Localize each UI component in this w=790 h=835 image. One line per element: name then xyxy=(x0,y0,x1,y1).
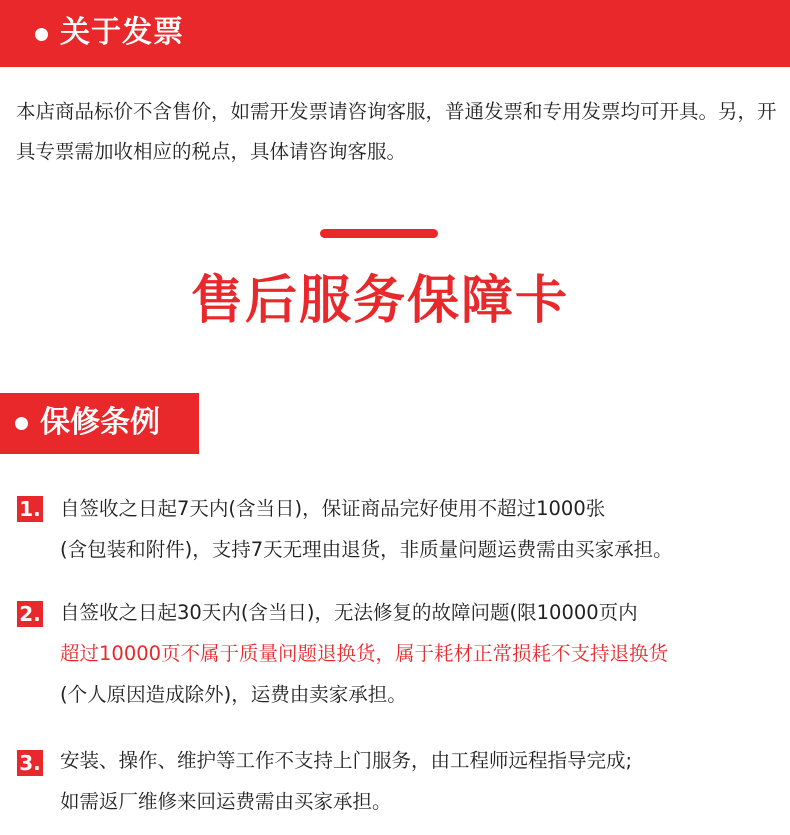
warranty-section-tab xyxy=(0,393,199,454)
item-number-badge: 2. xyxy=(17,601,43,627)
invoice-header-banner xyxy=(0,0,790,67)
invoice-description: 本店商品标价不含售价，如需开发票请咨询客服，普通发票和专用发票均可开具。另，开具专票需加收相应的税点，具体请咨询客服。 xyxy=(16,100,777,163)
warranty-section-title: 保修条例 xyxy=(40,405,160,440)
item-number-badge: 1. xyxy=(17,496,43,522)
bullet-dot-icon xyxy=(35,28,48,41)
item-text-line: 如需返厂维修来回运费需由买家承担。 xyxy=(60,790,392,813)
item-text-line-highlight: 超过10000页不属于质量问题退换货，属于耗材正常损耗不支持退换货 xyxy=(60,642,669,665)
item-number-badge: 3. xyxy=(17,750,43,776)
page-title: 售后服务保障卡 xyxy=(190,271,569,331)
bullet-dot-icon xyxy=(15,417,28,430)
item-text-line: 自签收之日起30天内(含当日)，无法修复的故障问题(限10000页内 xyxy=(60,601,638,624)
item-text-line: (个人原因造成除外)，运费由卖家承担。 xyxy=(60,683,407,706)
item-text-line: (含包装和附件)，支持7天无理由退货，非质量问题运费需由买家承担。 xyxy=(60,538,673,561)
invoice-section-title: 关于发票 xyxy=(60,15,184,50)
decorative-divider xyxy=(320,229,438,238)
item-text-line: 自签收之日起7天内(含当日)，保证商品完好使用不超过1000张 xyxy=(60,497,606,520)
item-text-line: 安装、操作、维护等工作不支持上门服务，由工程师远程指导完成; xyxy=(60,749,633,772)
